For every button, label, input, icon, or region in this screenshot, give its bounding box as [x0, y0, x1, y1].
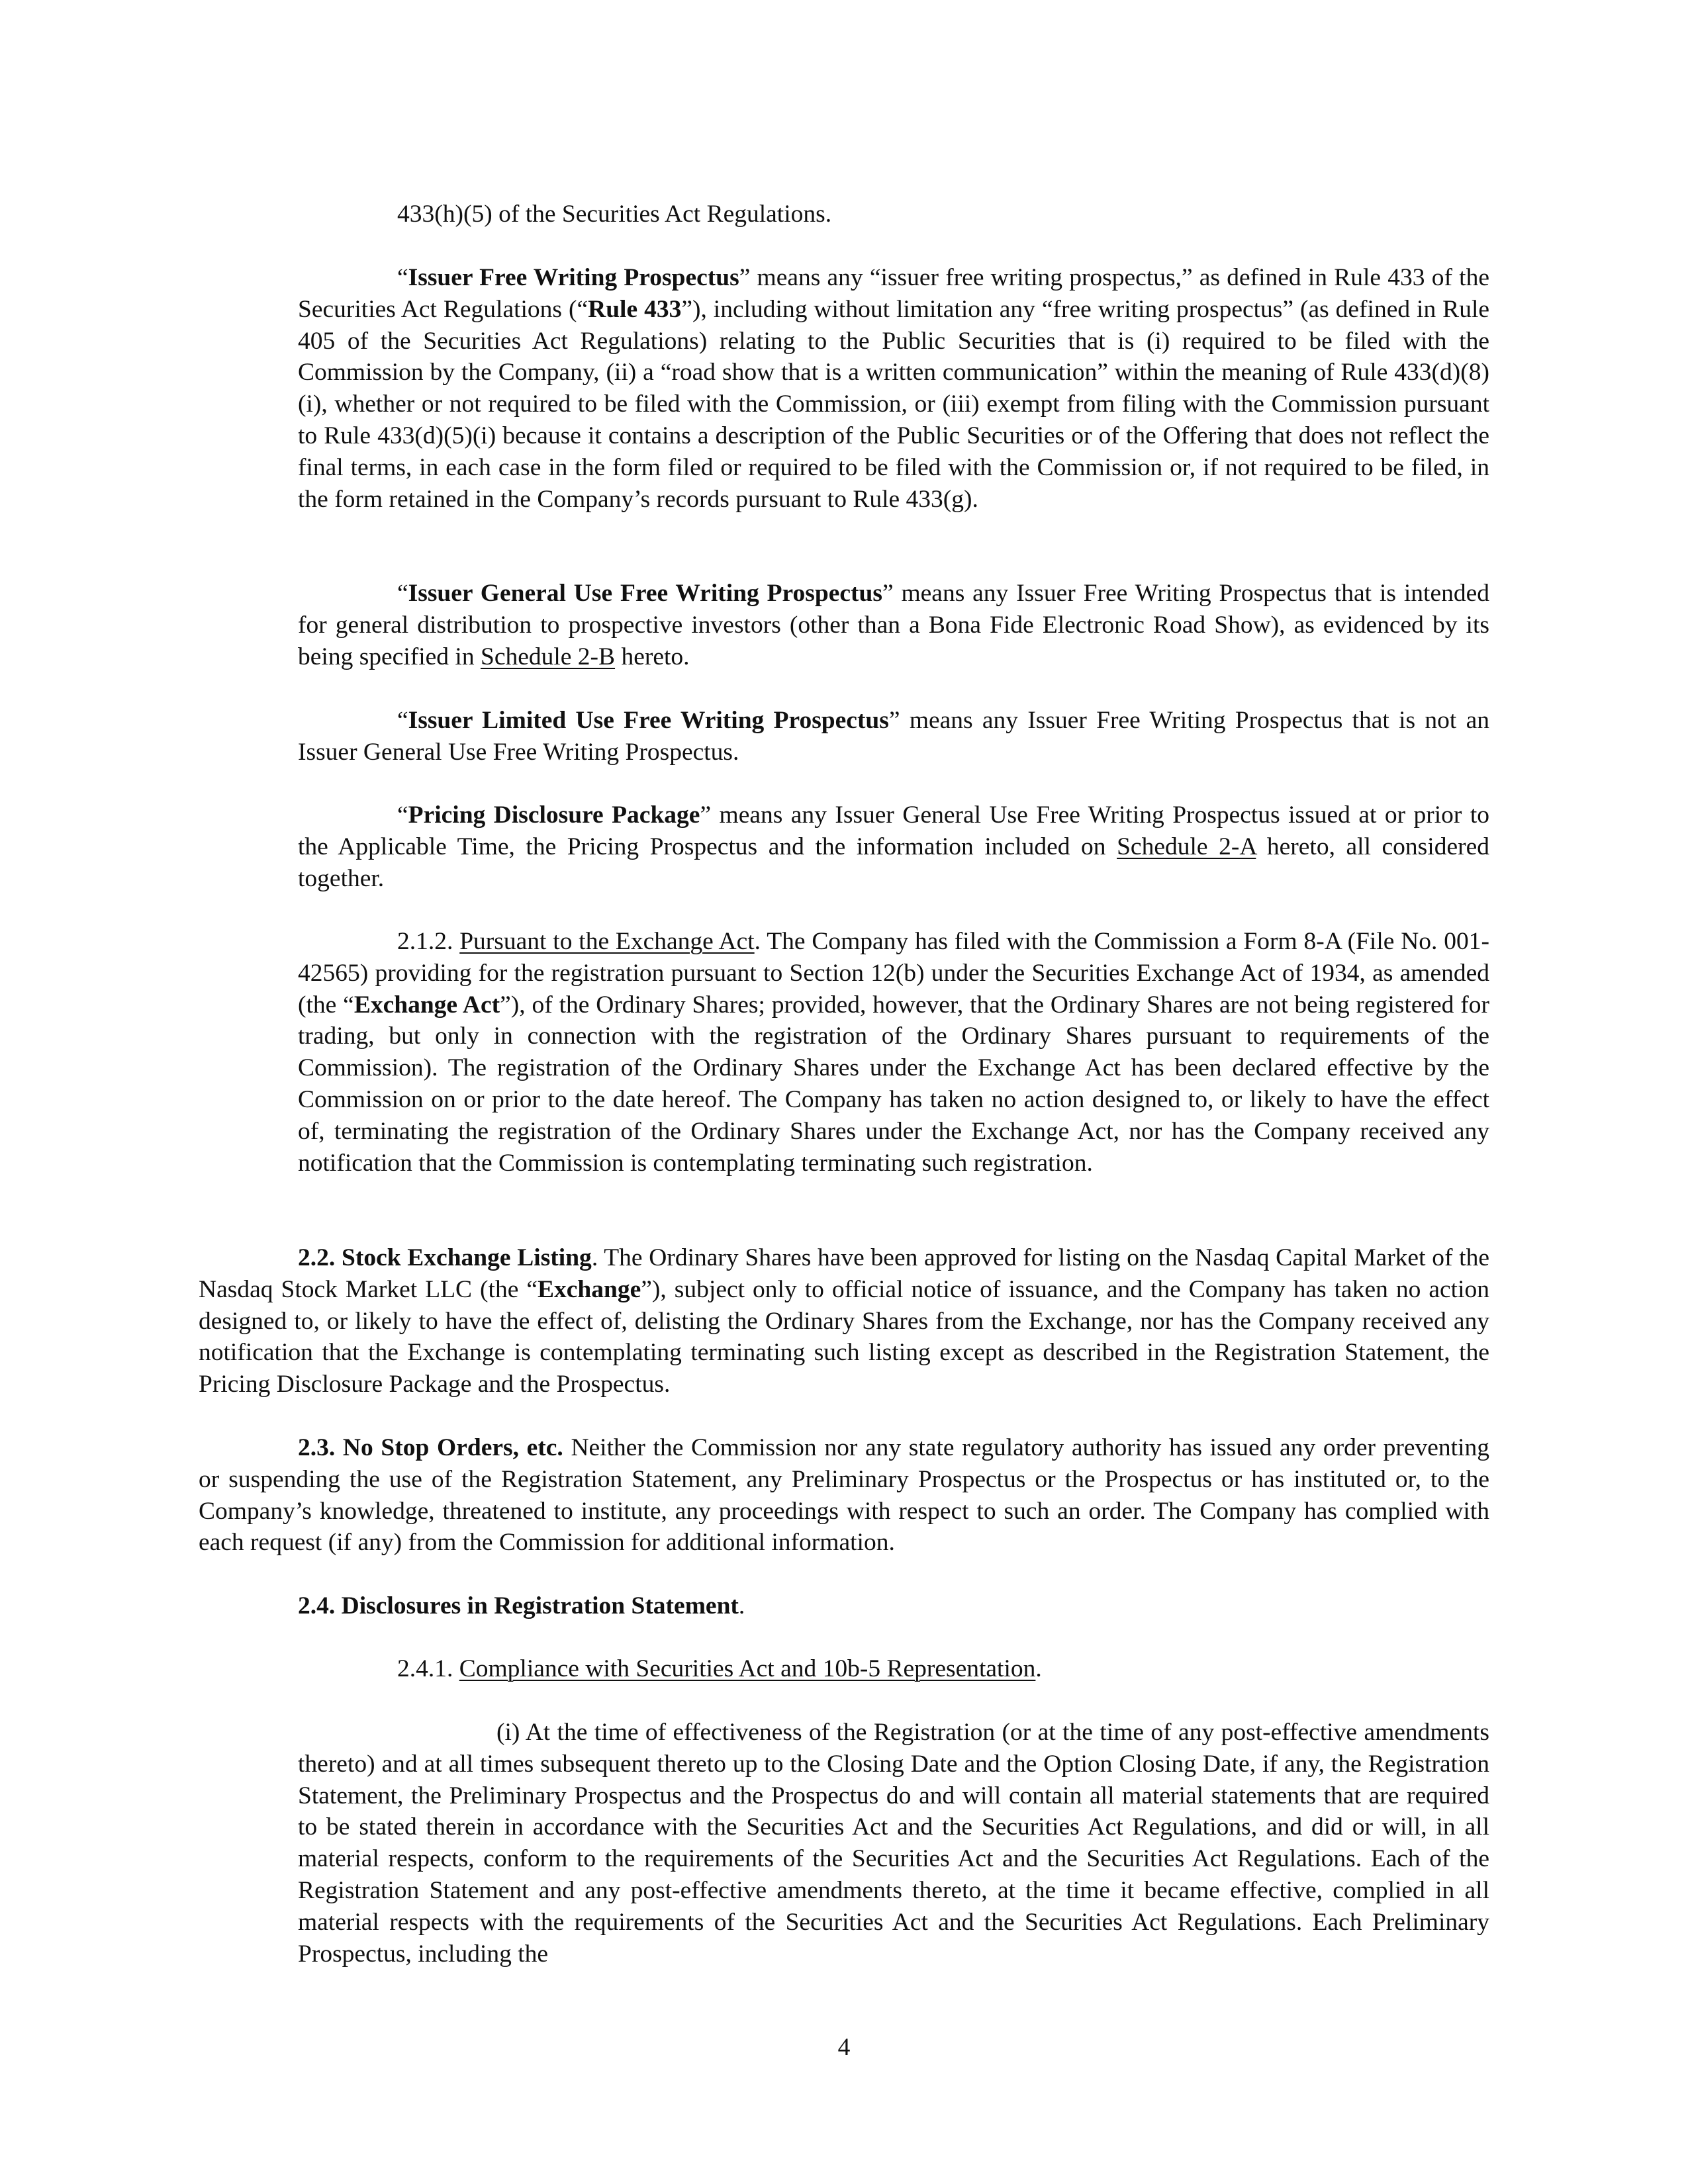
section-text: Neither the Commission nor any state regulatory authority has issued any order preventing or suspending the use of the Registration Statement, any Preliminary Prospectus or the Prospectus or has instituted or, to the Company’s knowledge, threatened to institute, any proceedings with respect to such an order. The Company has complied with each request (if any) from the Commission for additional information. [199, 1434, 1490, 1557]
defined-term: Pricing Disclosure Package [408, 801, 700, 829]
schedule-reference: Schedule 2-B [480, 643, 616, 670]
defined-term: Issuer General Use Free Writing Prospectus [408, 580, 882, 607]
section-text: ”), of the Ordinary Shares; provided, however, that the Ordinary Shares are not being registered for trading, but only in connection with the registration of the Ordinary Shares pursuant to requirements of the Commission). The registration of the Ordinary Shares under the Exchange Act has been declared effective by the Commission on or prior to the date hereof. The Company has taken no action designed to, or likely to have the effect of, terminating the registration of the Ordinary Shares under the Exchange Act, nor has the Company received any notification that the Commission is contemplating terminating such registration. [298, 991, 1489, 1177]
section-heading: Compliance with Securities Act and 10b-5 Representation [459, 1655, 1036, 1682]
definition-text: ” means any Issuer Free Writing Prospectus that is intended for general distribution to prospective investors (other than a Bona Fide Electronic Road Show), as evidenced by its being specified in [298, 580, 1489, 670]
section-text: . The Ordinary Shares have been approved for listing on the Nasdaq Capital Market of the Nasdaq Stock Market LLC (the “ [199, 1244, 1489, 1303]
section-text: (i) At the time of effectiveness of the Registration (or at the time of any post-effective amendments thereto) and at all times subsequent thereto up to the Closing Date and the Option Closing Date, if any, the Registration Statement, the Preliminary Prospectus and the Prospectus do and will contain all material statements that are required to be stated therein in accordance with the Securities Act and the Securities Act Regulations, and did or will, in all material respects, conform to the requirements of the Securities Act and the Securities Act Regulations. Each of the Registration Statement and any post-effective amendments thereto, at the time it became effective, complied in all material respects with the requirements of the Securities Act and the Securities Act Regulations. Each Preliminary Prospectus, including the [298, 1719, 1489, 1968]
paragraph-text: 433(h)(5) of the Securities Act Regulations. [397, 201, 832, 228]
section-2-4-disclosures [199, 1590, 1489, 1622]
open-quote: “ [397, 801, 408, 829]
defined-term: Rule 433 [588, 295, 682, 323]
section-heading: Pursuant to the Exchange Act [459, 928, 755, 955]
definition-pricing-disclosure-package [298, 799, 1489, 894]
defined-term: Exchange [538, 1275, 641, 1303]
section-heading: 2.4. Disclosures in Registration Statement [298, 1592, 739, 1619]
definition-text: ” means any Issuer Free Writing Prospectus that is not an Issuer General Use Free Writing Prospectus. [298, 707, 1489, 766]
defined-term: Issuer Free Writing Prospectus [408, 264, 739, 291]
section-number: 2.4.1. [397, 1655, 459, 1682]
section-2-2-stock-exchange-listing [199, 1242, 1489, 1400]
paragraph-rule-433-continuation [298, 199, 1489, 230]
section-text: ”), subject only to official notice of issuance, and the Company has taken no action designed to, or likely to have the effect of, delisting the Ordinary Shares from the Exchange, nor has the Company received any notification that the Exchange is contemplating terminating such listing except as described in the Registration Statement, the Pricing Disclosure Package and the Prospectus. [199, 1275, 1489, 1398]
definition-text: hereto, all considered together. [298, 833, 1489, 892]
section-text: . [738, 1592, 745, 1619]
section-2-4-1-compliance [199, 1653, 1489, 1685]
section-2-3-no-stop-orders [199, 1432, 1489, 1559]
section-text: . The Company has filed with the Commission a Form 8-A (File No. 001-42565) providing for the registration pursuant to Section 12(b) under the Securities Exchange Act of 1934, as amended (the “ [298, 928, 1489, 1019]
definition-text: ” means any “issuer free writing prospectus,” as defined in Rule 433 of the Securities Act Regulations (“ [298, 264, 1489, 323]
definition-text: ” means any Issuer General Use Free Writing Prospectus issued at or prior to the Applicable Time, the Pricing Prospectus and the information included on [298, 801, 1489, 860]
defined-term: Issuer Limited Use Free Writing Prospectus [408, 707, 889, 734]
open-quote: “ [397, 264, 408, 291]
definition-issuer-limited-use-fwp [298, 705, 1489, 768]
section-2-4-1-i [298, 1717, 1489, 1970]
defined-term: Exchange Act [353, 991, 500, 1019]
open-quote: “ [397, 580, 408, 607]
schedule-reference: Schedule 2-A [1117, 833, 1256, 860]
definition-text: hereto. [615, 643, 690, 670]
section-number: 2.1.2. [397, 928, 460, 955]
open-quote: “ [397, 707, 408, 734]
definition-issuer-free-writing-prospectus [298, 262, 1489, 515]
section-2-1-2-exchange-act [298, 926, 1489, 1179]
section-heading: 2.2. Stock Exchange Listing [298, 1244, 592, 1271]
section-heading: 2.3. No Stop Orders, etc. [298, 1434, 563, 1461]
definition-issuer-general-use-fwp [298, 578, 1489, 672]
section-text: . [1035, 1655, 1042, 1682]
definition-text: ”), including without limitation any “free writing prospectus” (as defined in Rule 405 of the Securities Act Regulations) relating to the Public Securities that is (i) required to be filed with the Commission by the Company, (ii) a “road show that is a written communication” within the meaning of Rule 433(d)(8)(i), whether or not required to be filed with the Commission, or (iii) exempt from filing with the Commission pursuant to Rule 433(d)(5)(i) because it contains a description of the Public Securities or of the Offering that does not reflect the final terms, in each case in the form filed or required to be filed with the Commission or, if not required to be filed, in the form retained in the Company’s records pursuant to Rule 433(g). [298, 295, 1490, 513]
page-number: 4 [837, 2034, 851, 2061]
